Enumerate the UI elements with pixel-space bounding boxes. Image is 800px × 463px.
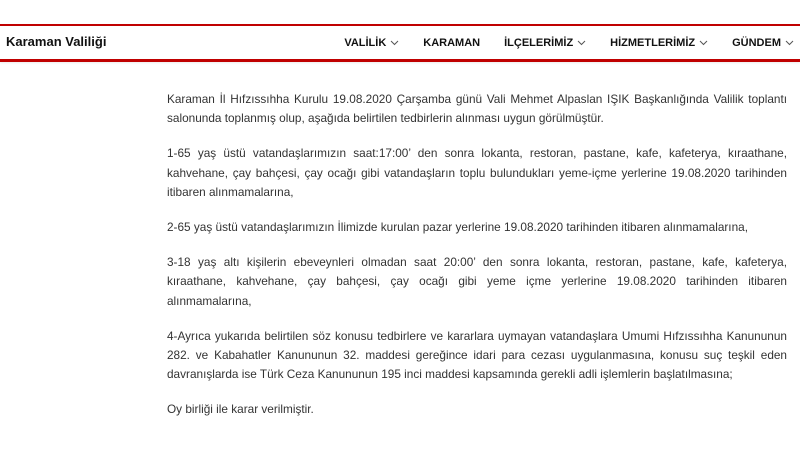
article-paragraph: 1-65 yaş üstü vatandaşlarımızın saat:17:00’ den sonra lokanta, restoran, pastane, kafe, kafeterya, kıraathane, kahvehane, çay bahçesi, çay ocağı gibi vatandaşların toplu bulundukları yeme-içme yerlerine 19.08.2020 tarihinden itibaren alınmamalarına, — [167, 146, 787, 199]
nav-item-ilcelerimiz[interactable] — [504, 37, 586, 49]
article-paragraph: Oy birliği ile karar verilmiştir. — [167, 402, 314, 417]
article-paragraph: Karaman İl Hıfzıssıhha Kurulu 19.08.2020 Çarşamba günü Vali Mehmet Alpaslan IŞIK Başkanlığında Valilik toplantı salonunda toplanmış olup, aşağıda belirtilen tedbirlerin alınması uygun görülmüştür. — [167, 92, 787, 126]
nav-item-gundem[interactable] — [732, 37, 794, 49]
chevron-down-icon — [699, 40, 708, 46]
nav-item-hizmetlerimiz[interactable] — [610, 37, 708, 49]
navbar — [0, 24, 800, 62]
chevron-down-icon — [577, 40, 586, 46]
chevron-down-icon — [785, 40, 794, 46]
nav-item-label: HİZMETLERİMİZ — [610, 36, 696, 49]
nav-item-label: İLÇELERİMİZ — [504, 36, 574, 49]
article-paragraph: 3-18 yaş altı kişilerin ebeveynleri olmadan saat 20:00’ den sonra lokanta, restoran, pastane, kafe, kafeterya, kıraathane, kahvehane, çay bahçesi, çay ocağı gibi yeme içme yerlerine 19.08.2020 tarihinden itibaren alınmamalarına, — [167, 255, 787, 308]
nav-item-label: GÜNDEM — [732, 36, 781, 49]
nav-item-valilik[interactable] — [344, 37, 399, 49]
top-strip — [0, 0, 800, 24]
article-body — [167, 90, 787, 420]
article-paragraph: 4-Ayrıca yukarıda belirtilen söz konusu tedbirlere ve kararlara uymayan vatandaşlara Umumi Hıfzıssıhha Kanununun 282. ve Kabahatler Kanununun 32. maddesi gereğince idari para cezası uygulanmasına, konusu suç teşkil eden davranışlarda ise Türk Ceza Kanununun 195 inci maddesi kapsamında gerekli adli işlemlerin başlatılmasına; — [167, 328, 787, 382]
nav-item-karaman[interactable] — [423, 37, 480, 49]
nav-item-label: VALİLİK — [344, 36, 387, 49]
main-nav — [344, 26, 800, 59]
article-paragraph: 2-65 yaş üstü vatandaşlarımızın İlimizde kurulan pazar yerlerine 19.08.2020 tarihinden itibaren alınmamalarına, — [167, 220, 748, 235]
site-brand[interactable]: Karaman Valiliği — [6, 34, 107, 49]
chevron-down-icon — [390, 40, 399, 46]
nav-item-label: KARAMAN — [423, 36, 481, 49]
